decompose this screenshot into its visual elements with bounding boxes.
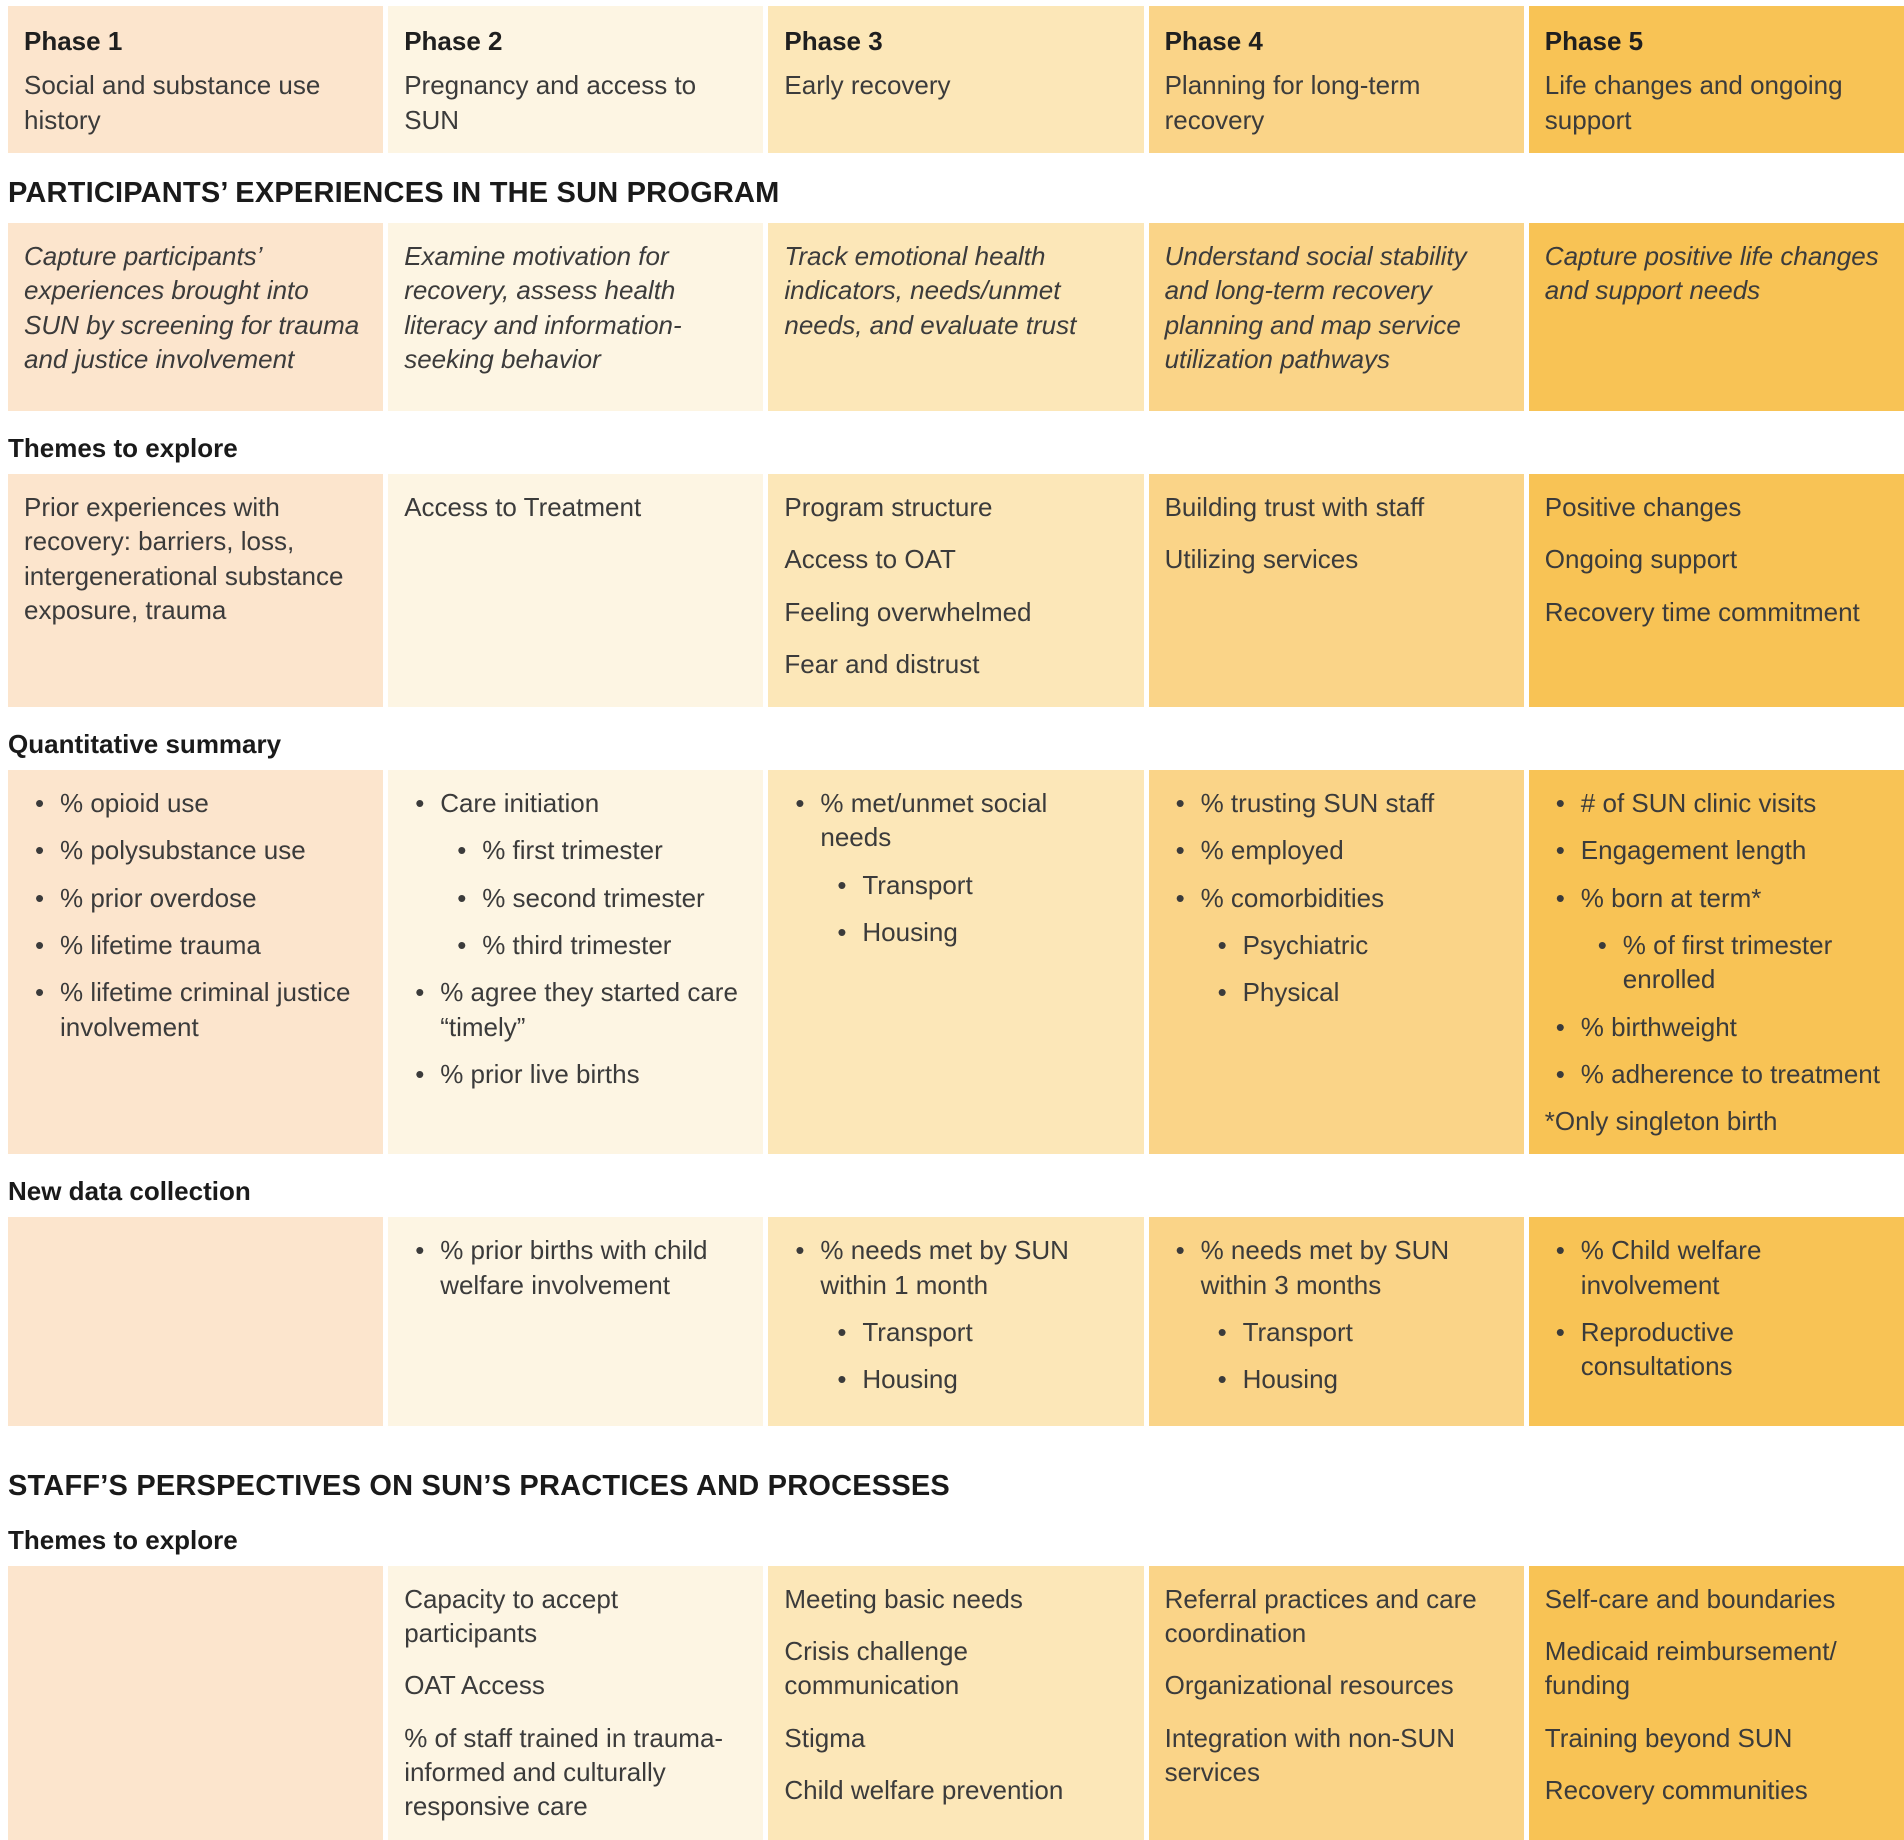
quantitative-cell-5 — [1529, 770, 1904, 1155]
themes-cell-5 — [1529, 474, 1904, 707]
bullet-item: • % agree they started care “timely” — [404, 975, 743, 1044]
purpose-text: Capture positive life changes and support needs — [1544, 240, 1879, 306]
bullet-item: • Housing — [826, 915, 1123, 949]
bullet-list — [1545, 1233, 1884, 1383]
new-data-cell-4 — [1149, 1217, 1524, 1425]
themes-cell-4 — [1149, 474, 1524, 707]
staff-themes-cell-1 — [8, 1566, 383, 1840]
staff-themes-cell-5 — [1529, 1566, 1904, 1840]
bullet-item: • Care initiation — [404, 786, 743, 820]
bullet-item: • Psychiatric — [1207, 928, 1504, 962]
new-data-cell-3 — [768, 1217, 1143, 1425]
bullet-item: • Reproductive consultations — [1545, 1315, 1884, 1384]
new-data-cell-5 — [1529, 1217, 1904, 1425]
purpose-row — [8, 223, 1904, 411]
staff-themes-row — [8, 1566, 1904, 1840]
quantitative-cell-1 — [8, 770, 383, 1155]
bullet-item: • % prior births with child welfare involvement — [404, 1233, 743, 1302]
quantitative-cell-2 — [388, 770, 763, 1155]
purpose-cell-1 — [8, 223, 383, 411]
theme-line: Ongoing support — [1544, 544, 1738, 575]
bullet-item: • % born at term* — [1545, 881, 1884, 915]
theme-line: Integration with non-SUN services — [1164, 1722, 1456, 1787]
new-data-cell-2 — [388, 1217, 763, 1425]
phase-title: Social and substance use history — [24, 70, 321, 135]
theme-line: Training beyond SUN — [1544, 1722, 1793, 1753]
quantitative-summary-label: Quantitative summary — [8, 728, 282, 759]
theme-line: Fear and distrust — [784, 648, 980, 679]
new-data-collection-label: New data collection — [8, 1176, 251, 1207]
purpose-text: Capture participants’ experiences brought into SUN by screening for trauma and justice involvement — [24, 240, 360, 374]
theme-line: Utilizing services — [1164, 544, 1359, 575]
theme-line: Stigma — [784, 1722, 866, 1753]
staff-themes-cell-2 — [388, 1566, 763, 1840]
themes-cell-2 — [388, 474, 763, 707]
bullet-list — [784, 786, 1123, 949]
participants-themes-label: Themes to explore — [8, 432, 238, 463]
phase-header-row — [8, 6, 1904, 153]
bullet-list — [1165, 786, 1504, 1010]
footnote: *Only singleton birth — [1544, 1106, 1778, 1137]
bullet-item: • % prior live births — [404, 1057, 743, 1091]
theme-line: Access to OAT — [784, 544, 956, 575]
staff-themes-label: Themes to explore — [8, 1524, 238, 1555]
bullet-item: • Physical — [1207, 975, 1504, 1009]
phase-header-cell-3 — [768, 6, 1143, 153]
bullet-list — [1165, 1233, 1504, 1396]
phase-header-cell-4 — [1149, 6, 1524, 153]
theme-line: Program structure — [784, 491, 993, 522]
theme-line: Referral practices and care coordination — [1164, 1583, 1477, 1648]
bullet-item: • % second trimester — [446, 881, 743, 915]
bullet-list — [784, 1233, 1123, 1396]
bullet-item: • % third trimester — [446, 928, 743, 962]
theme-line: Capacity to accept participants — [404, 1583, 619, 1648]
theme-line: Organizational resources — [1164, 1670, 1454, 1701]
phase-number-label: Phase 4 — [1164, 26, 1263, 56]
quantitative-summary-row — [8, 770, 1904, 1155]
theme-line: Prior experiences with recovery: barriers, loss, intergenerational substance exposure, trauma — [24, 491, 344, 625]
phase-title: Pregnancy and access to SUN — [404, 70, 697, 135]
theme-line: Recovery communities — [1544, 1774, 1808, 1805]
quantitative-cell-3 — [768, 770, 1143, 1155]
theme-line: Self-care and boundaries — [1544, 1583, 1836, 1614]
bullet-item: • % polysubstance use — [24, 833, 363, 867]
bullet-list — [404, 786, 743, 1091]
phase-number-label: Phase 2 — [404, 26, 503, 56]
quantitative-cell-4 — [1149, 770, 1524, 1155]
bullet-item: • % comorbidities — [1165, 881, 1504, 915]
bullet-list — [404, 1233, 743, 1302]
bullet-item: • % opioid use — [24, 786, 363, 820]
bullet-item: • % needs met by SUN within 3 months — [1165, 1233, 1504, 1302]
new-data-cell-1 — [8, 1217, 383, 1425]
bullet-item: • % lifetime criminal justice involvement — [24, 975, 363, 1044]
bullet-item: • % birthweight — [1545, 1010, 1884, 1044]
bullet-item: • Transport — [826, 1315, 1123, 1349]
purpose-text: Understand social stability and long-term recovery planning and map service utilization pathways — [1164, 240, 1467, 374]
bullet-item: • Housing — [826, 1362, 1123, 1396]
purpose-cell-4 — [1149, 223, 1524, 411]
theme-line: Meeting basic needs — [784, 1583, 1023, 1614]
bullet-item: • % adherence to treatment — [1545, 1057, 1884, 1091]
phase-number-label: Phase 1 — [24, 26, 123, 56]
participants-section-title: PARTICIPANTS’ EXPERIENCES IN THE SUN PROGRAM — [8, 176, 780, 209]
bullet-list — [24, 786, 363, 1044]
theme-line: Recovery time commitment — [1544, 596, 1860, 627]
theme-line: Crisis challenge communication — [784, 1636, 968, 1701]
theme-line: Building trust with staff — [1164, 491, 1425, 522]
bullet-item: • % trusting SUN staff — [1165, 786, 1504, 820]
purpose-cell-2 — [388, 223, 763, 411]
bullet-item: • # of SUN clinic visits — [1545, 786, 1884, 820]
themes-cell-1 — [8, 474, 383, 707]
theme-line: Feeling overwhelmed — [784, 596, 1032, 627]
phase-title: Early recovery — [784, 70, 951, 101]
phase-title: Planning for long-term recovery — [1164, 70, 1421, 135]
theme-line: % of staff trained in trauma-informed and culturally responsive care — [404, 1722, 724, 1822]
phase-number-label: Phase 3 — [784, 26, 883, 56]
purpose-cell-3 — [768, 223, 1143, 411]
theme-line: OAT Access — [404, 1670, 545, 1701]
bullet-item: • % lifetime trauma — [24, 928, 363, 962]
purpose-cell-5 — [1529, 223, 1904, 411]
phase-header-cell-2 — [388, 6, 763, 153]
bullet-item: • % needs met by SUN within 1 month — [784, 1233, 1123, 1302]
purpose-text: Examine motivation for recovery, assess health literacy and information- seeking behavior — [404, 240, 682, 374]
theme-line: Child welfare prevention — [784, 1774, 1064, 1805]
bullet-item: • Transport — [826, 868, 1123, 902]
bullet-item: • % Child welfare involvement — [1545, 1233, 1884, 1302]
theme-line: Medicaid reimbursement/ funding — [1544, 1636, 1837, 1701]
bullet-item: • % met/unmet social needs — [784, 786, 1123, 855]
bullet-item: • Transport — [1207, 1315, 1504, 1349]
phase-title: Life changes and ongoing support — [1544, 70, 1843, 135]
bullet-item: • % prior overdose — [24, 881, 363, 915]
staff-themes-cell-3 — [768, 1566, 1143, 1840]
themes-cell-3 — [768, 474, 1143, 707]
bullet-list — [1545, 786, 1884, 1091]
phase-header-cell-1 — [8, 6, 383, 153]
staff-section-title: STAFF’S PERSPECTIVES ON SUN’S PRACTICES AND PROCESSES — [8, 1469, 950, 1502]
staff-themes-cell-4 — [1149, 1566, 1524, 1840]
theme-line: Access to Treatment — [404, 491, 642, 522]
bullet-item: • % first trimester — [446, 833, 743, 867]
new-data-collection-row — [8, 1217, 1904, 1425]
bullet-item: • % employed — [1165, 833, 1504, 867]
bullet-item: • Engagement length — [1545, 833, 1884, 867]
bullet-item: • Housing — [1207, 1362, 1504, 1396]
phase-number-label: Phase 5 — [1544, 26, 1644, 56]
theme-line: Positive changes — [1544, 491, 1742, 522]
phase-header-cell-5 — [1529, 6, 1904, 153]
bullet-item: • % of first trimester enrolled — [1587, 928, 1884, 997]
participants-themes-row — [8, 474, 1904, 707]
purpose-text: Track emotional health indicators, needs/unmet needs, and evaluate trust — [784, 240, 1077, 340]
